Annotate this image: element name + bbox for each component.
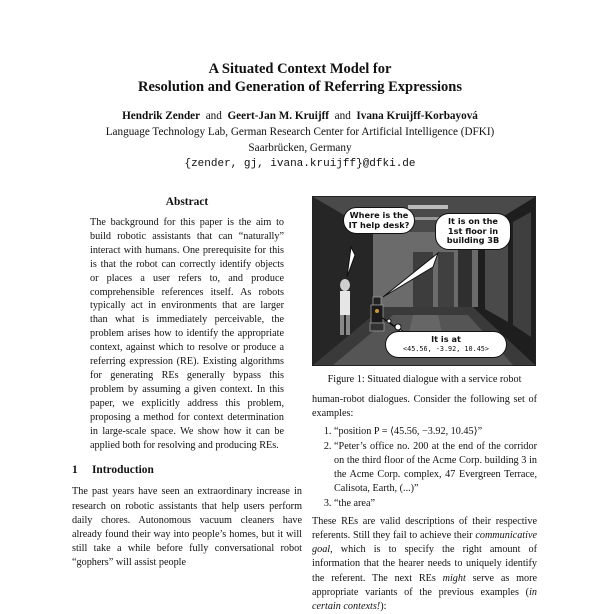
after-emph-1: communicative goal — [312, 530, 537, 556]
author-1: Hendrik Zender — [122, 110, 201, 122]
speech-bubble-answer — [435, 213, 511, 250]
thought-bubble-coordinates — [385, 331, 507, 358]
section-title: Introduction — [92, 464, 154, 477]
figure-image — [312, 196, 536, 366]
affiliation: Language Technology Lab, German Research Center for Artificial Intelligence (DFKI) — [105, 126, 495, 138]
author-3: Ivana Kruijff-Korbayová — [356, 110, 478, 122]
title-line-2: Resolution and Generation of Referring Expressions — [138, 79, 462, 95]
bubble-question-text: Where is the IT help desk? — [348, 210, 410, 230]
bubble-answer-text: It is on the 1st floor in building 3B — [446, 216, 500, 245]
bubble-coords-values: <45.56, -3.92, 10.45> — [403, 344, 489, 353]
section-number: 1 — [72, 464, 78, 477]
author-line — [0, 108, 600, 124]
title-line-1: A Situated Context Model for — [208, 61, 392, 77]
after-text-2: , which is to specify the right amount of information that the hearer needs to uniquely identify the referent. The next REs — [312, 544, 537, 584]
after-text-1: These REs are valid descriptions of their respective referents. Still they fail to achieve their — [312, 516, 537, 542]
section-heading — [72, 464, 302, 476]
examples-intro: human-robot dialogues. Consider the following set of examples: — [312, 394, 537, 420]
intro-paragraph: The past years have seen an extraordinary increase in research on robotic assistants that help users perform daily chores. Autonomous vacuum cleaners have already found their way into people’s homes, but it will still take a while before fully conversational robot “gophers” will assist people — [72, 486, 302, 568]
after-emph-2: might — [442, 572, 466, 584]
example-item-1: 1. “position P = ⟨45.56, −3.92, 10.45⟩” — [334, 425, 537, 439]
author-sep-2: and — [334, 110, 351, 122]
figure-caption: Figure 1: Situated dialogue with a service robot — [327, 374, 522, 385]
emails: {zender, gj, ivana.kruijff}@dfki.de — [184, 158, 416, 170]
abstract-heading: Abstract — [165, 196, 209, 208]
author-block — [0, 108, 600, 172]
city: Saarbrücken, Germany — [248, 142, 352, 154]
after-text-3: serve as more appropriate variants of the previous examples ( — [312, 572, 537, 598]
speech-bubble-question — [343, 207, 415, 234]
left-column — [72, 196, 302, 570]
after-emph-3: in certain contexts! — [312, 586, 537, 612]
author-sep-1: and — [205, 110, 222, 122]
right-column — [312, 196, 537, 614]
paper-title — [0, 60, 600, 96]
author-2: Geert-Jan M. Kruijff — [227, 110, 330, 122]
after-text-4: ): — [380, 600, 387, 612]
abstract-text: The background for this paper is the aim to build robotic assistants that can “naturally” interact with humans. One prerequisite for this is that the robot can correctly identify objects or places a user refers to, and produce comprehensible references itself. As robots typically act in environments that are larger than what is immediately perceivable, the problem arises how to identify the appropriate context, against which to resolve or produce a referring expression (RE). Existing algorithms for generating REs generally bypass this problem by assuming a given context. In this paper, we explicitly address this problem, proposing a method for context determination in large-scale space. We show how it can be applied both for resolving and producing REs. — [90, 217, 284, 451]
bubble-coords-main: It is at — [431, 334, 461, 344]
example-item-3: 3. “the area” — [334, 497, 537, 511]
after-examples-paragraph — [312, 515, 537, 614]
examples-list — [312, 425, 537, 511]
example-item-2: 2. “Peter’s office no. 200 at the end of the corridor on the third floor of the Acme Corp. building 3 in the Acme Corp. complex, 47 Evergreen Terrace, Calisota, Earth, (...)” — [334, 440, 537, 496]
